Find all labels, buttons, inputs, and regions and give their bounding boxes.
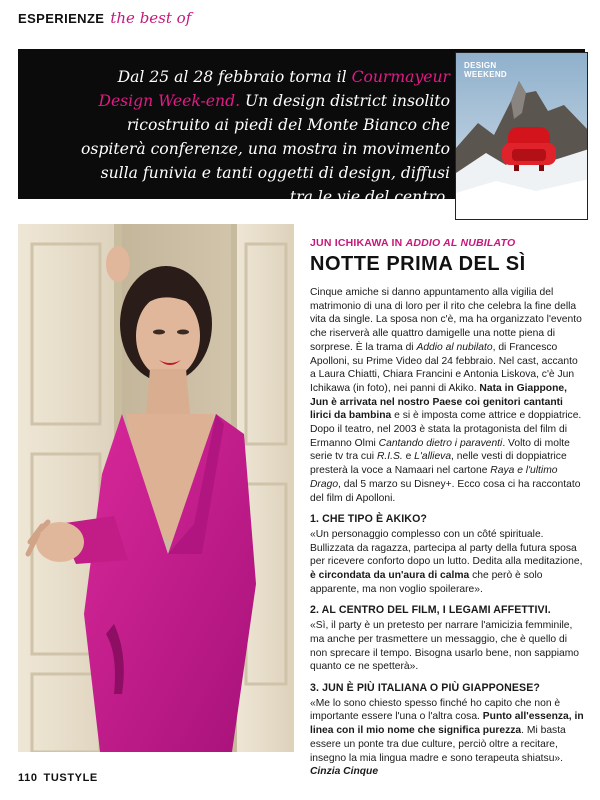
- intro-text-5: e: [402, 451, 415, 463]
- magazine-name: TUSTYLE: [43, 772, 98, 784]
- actress-photo: [18, 224, 294, 752]
- answer-3-bold: Punto all'essenza, in linea con il mio nome che significa purezza: [310, 711, 584, 737]
- question-3: 3. JUN È PIÙ ITALIANA O PIÙ GIAPPONESE?: [310, 681, 540, 694]
- banner-text-rest: Un design district insolito ricostruito ai piedi del Monte Bianco che ospiterà conferenze, una mostra in movimento sulla funivia e tanti oggetti di design, diffusi tra le vie del centro.: [81, 92, 450, 206]
- banner-highlight: Courmayeur Design Week-end.: [98, 68, 450, 110]
- section-tagline: the best of: [110, 9, 192, 27]
- banner-text: [78, 65, 450, 209]
- intro-text-6: , nelle vesti di doppiatrice presterà la voce a Namaari nel cartone: [310, 451, 567, 477]
- intro-series-2: L'allieva: [414, 451, 452, 463]
- kicker-name: JUN ICHIKAWA IN: [310, 237, 406, 249]
- answer-1: [310, 528, 586, 597]
- answer-3-text-2: . Mi basta essere un ponte tra due culture, perciò oltre a recitare, insegno la mia lingua madre e sono terapeuta shiatsu».: [310, 725, 566, 764]
- intro-series-1: R.I.S.: [376, 451, 403, 463]
- article-intro: [310, 286, 586, 505]
- intro-cartoon: Raya e l'ultimo Drago: [310, 465, 558, 490]
- banner-text-lead: Dal 25 al 28 febbraio torna il: [117, 68, 352, 86]
- answer-1-text-2: che però è solo apparente, ma non voglio spoilerare».: [310, 570, 543, 595]
- intro-film-2: Cantando dietro i paraventi: [378, 437, 503, 449]
- design-weekend-thumbnail: [455, 52, 588, 220]
- intro-text-1: Cinque amiche si danno appuntamento alla vigilia del matrimonio di una di loro per il rito che celebra la fine della vita da single. La sposa non c'è, ma ha organizzato l'evento che riserverà alle quattro damigelle una notte piena di sorprese. È la trama di: [310, 287, 582, 353]
- intro-text-3: e si è imposta come attrice e doppiatrice. Dopo il teatro, nel 2003 è stata la protagonista del film di Ermanno Olmi: [310, 410, 582, 449]
- intro-text-7: , dal 5 marzo su Disney+. Ecco cosa ci ha raccontato del film di Apolloni.: [310, 478, 581, 504]
- logo-line-1: DESIGN: [464, 61, 497, 70]
- question-1: 1. CHE TIPO È AKIKO?: [310, 513, 427, 526]
- answer-1-bold: è circondata da un'aura di calma: [310, 570, 470, 582]
- event-banner: [18, 49, 585, 206]
- article-title: NOTTE PRIMA DEL SÌ: [310, 253, 526, 275]
- intro-film-title: Addio al nubilato: [416, 341, 493, 353]
- design-weekend-logo: [464, 61, 507, 79]
- author-signature: Cinzia Cinque: [310, 766, 379, 778]
- logo-line-2: WEEKEND: [464, 70, 507, 79]
- page-footer: [18, 772, 98, 784]
- article-column: [310, 237, 586, 779]
- question-2: 2. AL CENTRO DEL FILM, I LEGAMI AFFETTIVI.: [310, 604, 551, 617]
- answer-1-text-1: «Un personaggio complesso con un côté spirituale. Bullizzata da ragazza, partecipa al party della futura sposa per ricevere conforto dopo un lutto. Dedita alla meditazione,: [310, 528, 583, 568]
- actress-photo-illustration: [18, 224, 294, 752]
- answer-3-text-1: «Me lo sono chiesto spesso finché ho capito che non è importante essere l'una o l'altra cosa.: [310, 697, 561, 723]
- kicker-film: ADDIO AL NUBILATO: [405, 237, 516, 249]
- answer-2: «Sì, il party è un pretesto per narrare l'amicizia femminile, ma anche per trasmettere un messaggio, che è quello di non sprecare il tempo. Bisogna usarlo bene, non sappiamo quanto ce ne spetterà».: [310, 620, 580, 673]
- section-name: ESPERIENZE: [18, 11, 105, 26]
- page-number: 110: [18, 772, 38, 784]
- section-header: [18, 9, 191, 31]
- article-kicker: [310, 237, 586, 251]
- red-armchair: [502, 127, 556, 171]
- intro-bold: Nata in Giappone, Jun è arrivata nel nostro Paese coi genitori cantanti lirici da bambina: [310, 382, 567, 422]
- intro-text-4: . Volto di molte serie tv tra cui: [310, 437, 570, 463]
- article-body: [310, 286, 586, 779]
- answer-3: [310, 697, 586, 779]
- intro-text-2: , di Francesco Apolloni, su Prime Video dal 24 febbraio. Nel cast, accanto a Laura Chiatti, Chiara Francini e Antonia Liskova, c'è Jun Ichikawa (in foto), nei panni di Akiko.: [310, 341, 578, 394]
